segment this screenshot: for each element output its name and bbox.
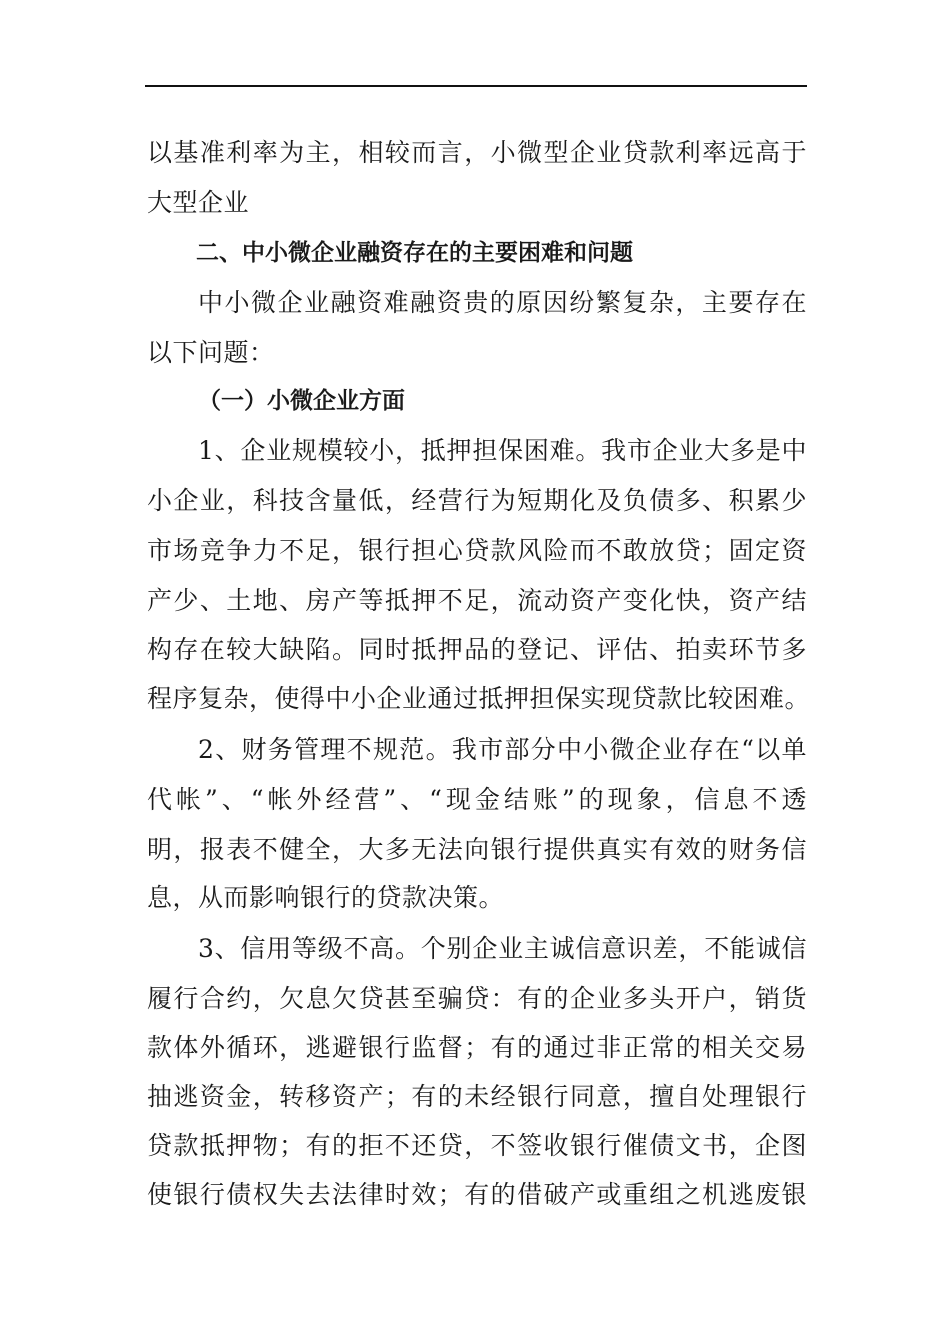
body-text-line: 款体外循环，逃避银行监督；有的通过非正常的相关交易 xyxy=(147,1033,807,1062)
body-text-line: 履行合约，欠息欠贷甚至骗贷：有的企业多头开户，销货 xyxy=(147,984,807,1013)
body-text-line: 产少、土地、房产等抵押不足，流动资产变化快，资产结 xyxy=(147,586,807,615)
body-text-line: 大型企业 xyxy=(147,188,250,217)
body-text-line: 息，从而影响银行的贷款决策。 xyxy=(147,883,505,912)
body-text-line: 小企业，科技含量低，经营行为短期化及负债多、积累少 xyxy=(147,486,807,515)
body-text-line: 抽逃资金，转移资产；有的未经银行同意，擅自处理银行 xyxy=(147,1082,807,1111)
body-text-line: 以基准利率为主，相较而言，小微型企业贷款利率远高于 xyxy=(147,138,807,167)
header-rule xyxy=(145,85,807,87)
subsection-heading: （一）小微企业方面 xyxy=(198,388,405,414)
body-text-line: 使银行债权失去法律时效；有的借破产或重组之机逃废银 xyxy=(147,1180,807,1209)
body-text-line: 明，报表不健全，大多无法向银行提供真实有效的财务信 xyxy=(147,835,807,864)
body-text-line: 代帐”、“帐外经营”、“现金结账”的现象，信息不透 xyxy=(147,785,807,814)
body-text-line: 以下问题： xyxy=(147,338,275,367)
body-text-line: 1、企业规模较小，抵押担保困难。我市企业大多是中 xyxy=(198,436,807,465)
body-text-line: 2、财务管理不规范。我市部分中小微企业存在“以单 xyxy=(198,735,807,764)
body-text-line: 3、信用等级不高。个别企业主诚信意识差，不能诚信 xyxy=(198,934,807,963)
body-text-line: 市场竞争力不足，银行担心贷款风险而不敢放贷；固定资 xyxy=(147,536,807,565)
body-text-line: 中小微企业融资难融资贵的原因纷繁复杂，主要存在 xyxy=(198,288,807,317)
body-text-line: 程序复杂，使得中小企业通过抵押担保实现贷款比较困难。 xyxy=(147,684,811,713)
section-heading: 二、中小微企业融资存在的主要困难和问题 xyxy=(196,240,633,266)
body-text-line: 构存在较大缺陷。同时抵押品的登记、评估、拍卖环节多 xyxy=(147,635,807,664)
body-text-line: 贷款抵押物；有的拒不还贷，不签收银行催债文书，企图 xyxy=(147,1131,807,1160)
